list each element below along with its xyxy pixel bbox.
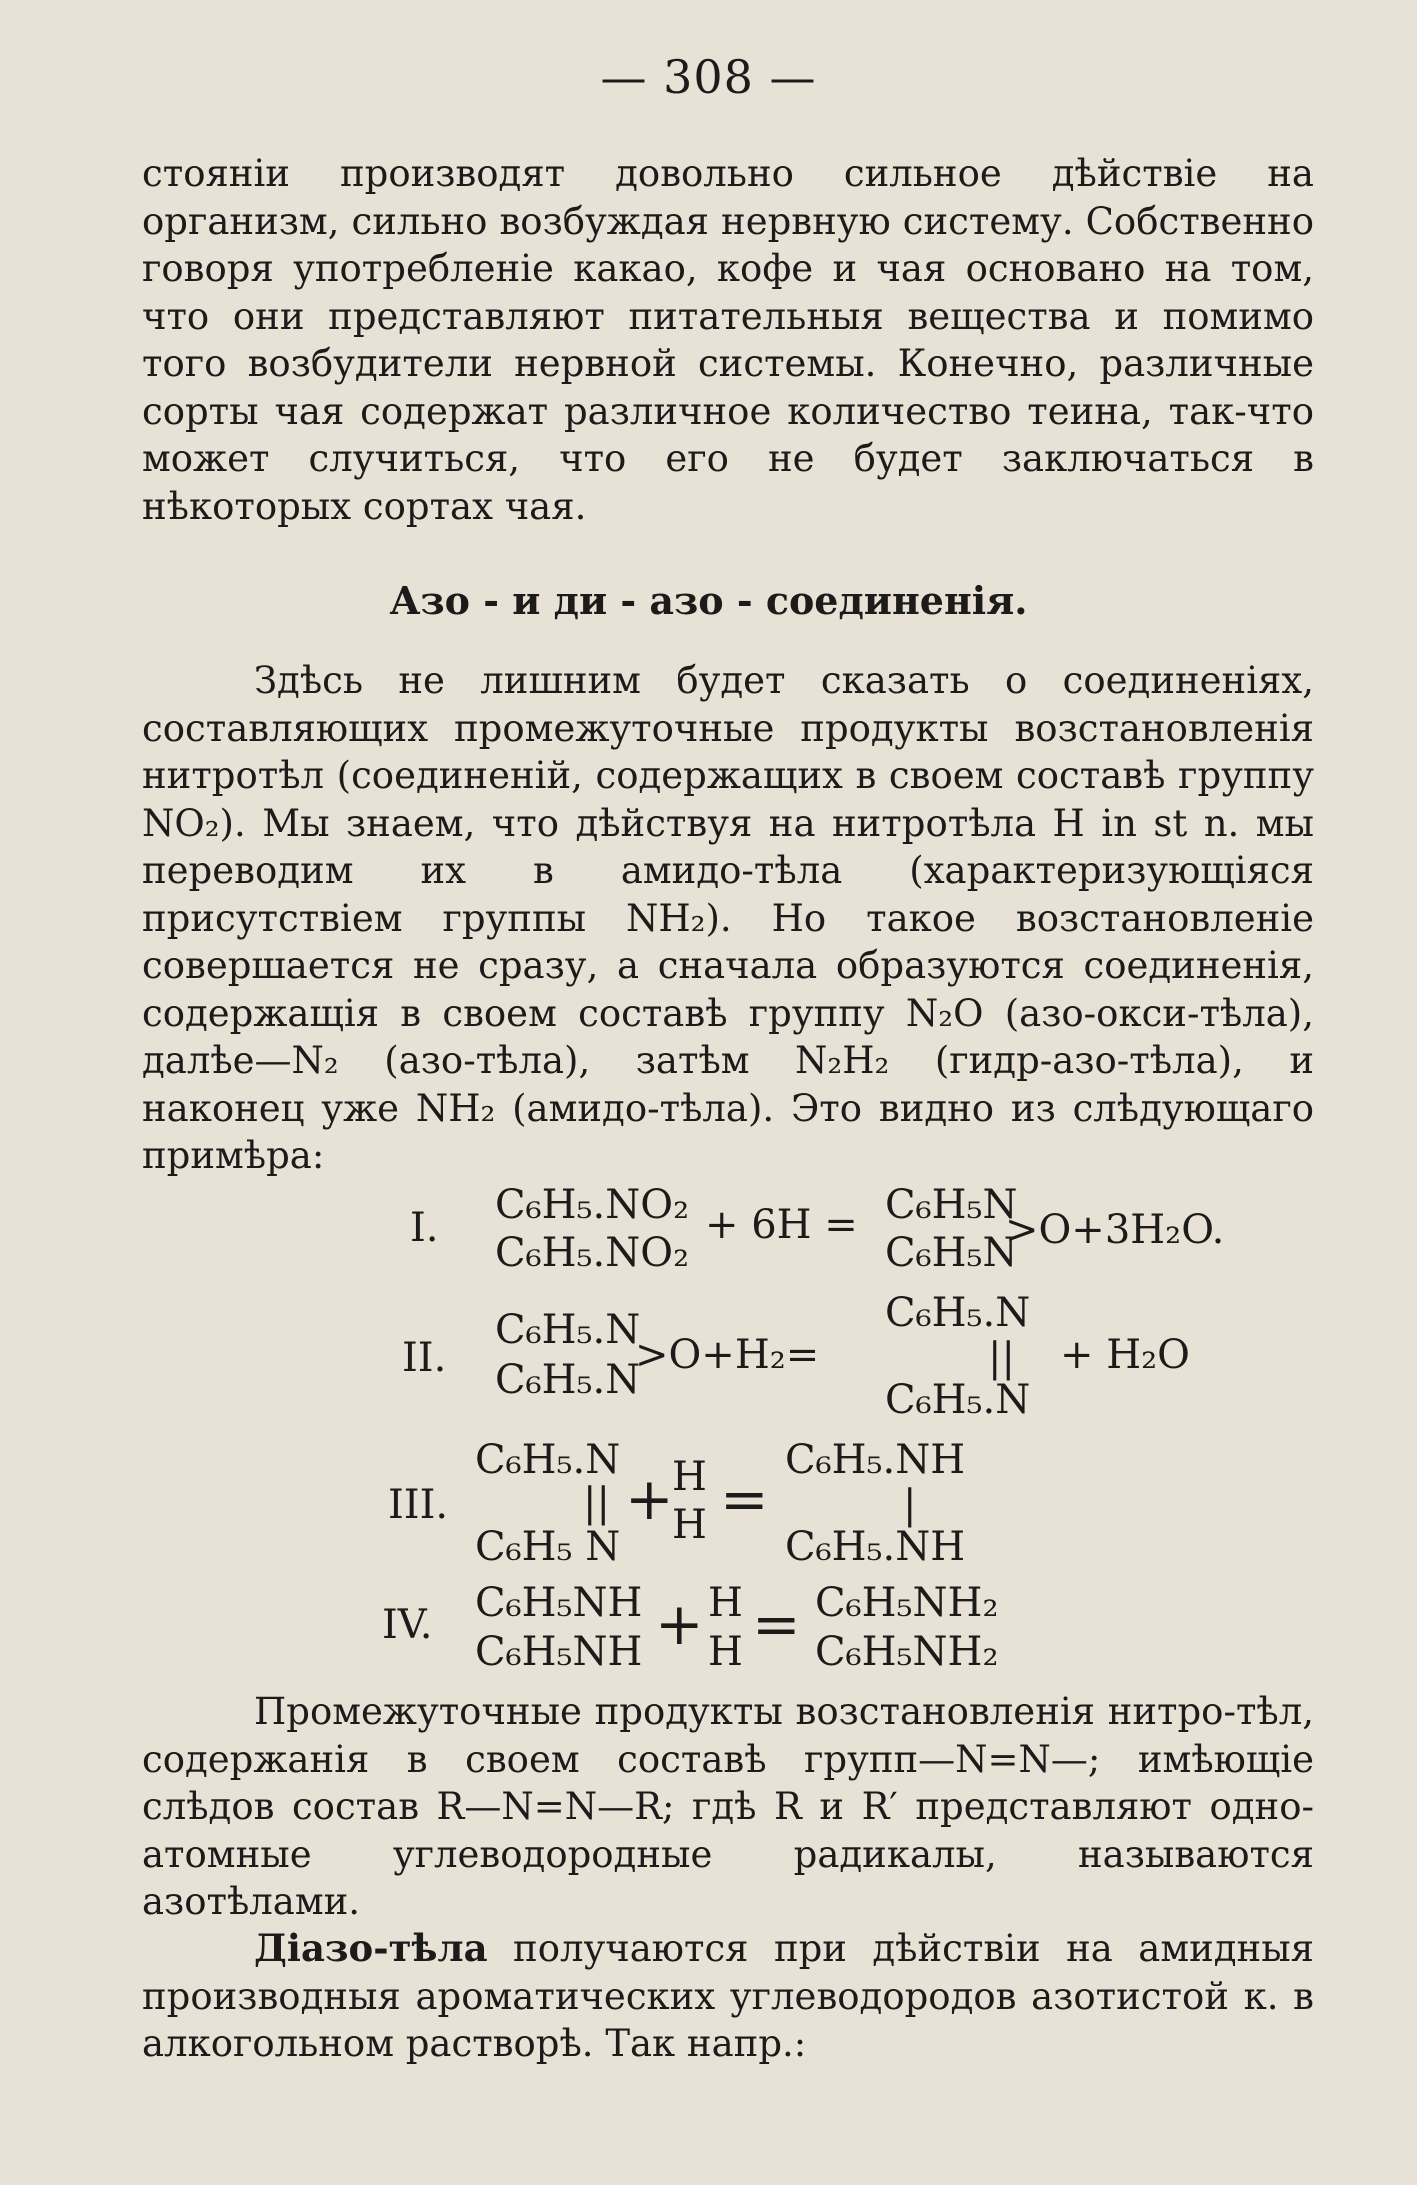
eq4-label: IV. xyxy=(382,1602,433,1648)
paragraph-azo xyxy=(142,1688,1314,1926)
diazo-rest: получаются при дѣйствіи на амидныя производныя ароматических углеводородов азотистой к. в алкогольном растворѣ. Так напр.: xyxy=(142,1927,1314,2065)
eq2-label: II. xyxy=(402,1335,447,1381)
eq4-product-top: C₆H₅NH₂ xyxy=(815,1580,999,1626)
eq3-equals: = xyxy=(720,1465,769,1533)
eq2-middle: >O+H₂= xyxy=(635,1332,820,1378)
eq1-product-top: C₆H₅N xyxy=(885,1182,1018,1228)
eq1-operator: + 6H = xyxy=(705,1202,858,1248)
paragraph-intro xyxy=(142,657,1314,1180)
eq1-reactant-top: C₆H₅.NO₂ xyxy=(495,1182,690,1228)
eq4-hydrogen-bottom: H xyxy=(708,1629,743,1675)
eq4-equals: = xyxy=(752,1590,801,1658)
diazo-term: Діазо-тѣла xyxy=(254,1926,488,1970)
paragraph-azo-text: Промежуточные продукты возстановленія нитро-тѣл, содержанія в своем составѣ групп—N=N—; имѣющіе слѣдов состав R—N=N—R; гдѣ R и R′ представляют одно-атомные углеводородные радикалы, называются азотѣлами. xyxy=(142,1690,1314,1923)
eq1-reactant-bottom: C₆H₅.NO₂ xyxy=(495,1230,690,1276)
eq4-reactant-top: C₆H₅NH xyxy=(475,1580,643,1626)
eq3-hydrogen-bottom: H xyxy=(672,1502,707,1548)
eq3-single-bond: | xyxy=(903,1482,917,1528)
eq4-product-bottom: C₆H₅NH₂ xyxy=(815,1629,999,1675)
page-number: — 308 — xyxy=(600,50,817,104)
eq1-label: I. xyxy=(410,1205,439,1251)
paragraph-intro-text: Здѣсь не лишним будет сказать о соединеніях, составляющих промежуточные продукты возстановленія нитротѣл (соединеній, содержащих в своем составѣ группу NO₂). Мы знаем, что дѣйствуя на нитротѣла H in st n. мы переводим их в амидо-тѣла (характеризующіяся присутствіем группы NH₂). Но такое возстановленіе совершается не сразу, а сначала образуются соединенія, содержащія в своем составѣ группу N₂O (азо-окси-тѣла), далѣе—N₂ (азо-тѣла), затѣм N₂H₂ (гидр-азо-тѣла), и наконец уже NH₂ (амидо-тѣла). Это видно из слѣдующаго примѣра: xyxy=(142,659,1314,1177)
eq3-reactant-top: C₆H₅.N xyxy=(475,1437,621,1483)
paragraph-diazo-text xyxy=(142,1925,1314,2068)
paragraph-tea-text: стояніи производят довольно сильное дѣйствіе на организм, сильно возбуждая нервную систему. Собственно говоря употребленіе какао, кофе и чая основано на том, что они представляют питательныя вещества и помимо того возбудители нервной системы. Конечно, различные сорты чая содержат различное количество теина, так-что может случиться, что его не будет заключаться в нѣкоторых сортах чая. xyxy=(142,152,1314,528)
eq2-product-top: C₆H₅.N xyxy=(885,1290,1031,1336)
section-title: Азо - и ди - азо - соединенія. xyxy=(389,578,1028,623)
eq4-plus: + xyxy=(655,1590,704,1658)
eq3-double-bond: || xyxy=(583,1480,610,1526)
eq2-reactant-bottom: C₆H₅.N xyxy=(495,1357,641,1403)
eq2-tail: + H₂O xyxy=(1060,1332,1190,1378)
eq2-reactant-top: C₆H₅.N xyxy=(495,1307,641,1353)
eq3-reactant-bottom: C₆H₅ N xyxy=(475,1524,621,1570)
eq1-product-bottom: C₆H₅N xyxy=(885,1230,1018,1276)
eq3-product-bottom: C₆H₅.NH xyxy=(785,1524,966,1570)
eq3-product-top: C₆H₅.NH xyxy=(785,1437,966,1483)
eq3-label: III. xyxy=(388,1482,449,1528)
eq2-double-bond: || xyxy=(988,1335,1015,1381)
eq3-plus: + xyxy=(625,1465,674,1533)
eq4-reactant-bottom: C₆H₅NH xyxy=(475,1629,643,1675)
eq1-tail: >O+3H₂O. xyxy=(1005,1207,1225,1253)
paragraph-diazo xyxy=(142,1925,1314,2068)
eq3-hydrogen-top: H xyxy=(672,1454,707,1500)
paragraph-tea xyxy=(142,150,1314,530)
eq4-hydrogen-top: H xyxy=(708,1580,743,1626)
eq2-product-bottom: C₆H₅.N xyxy=(885,1377,1031,1423)
